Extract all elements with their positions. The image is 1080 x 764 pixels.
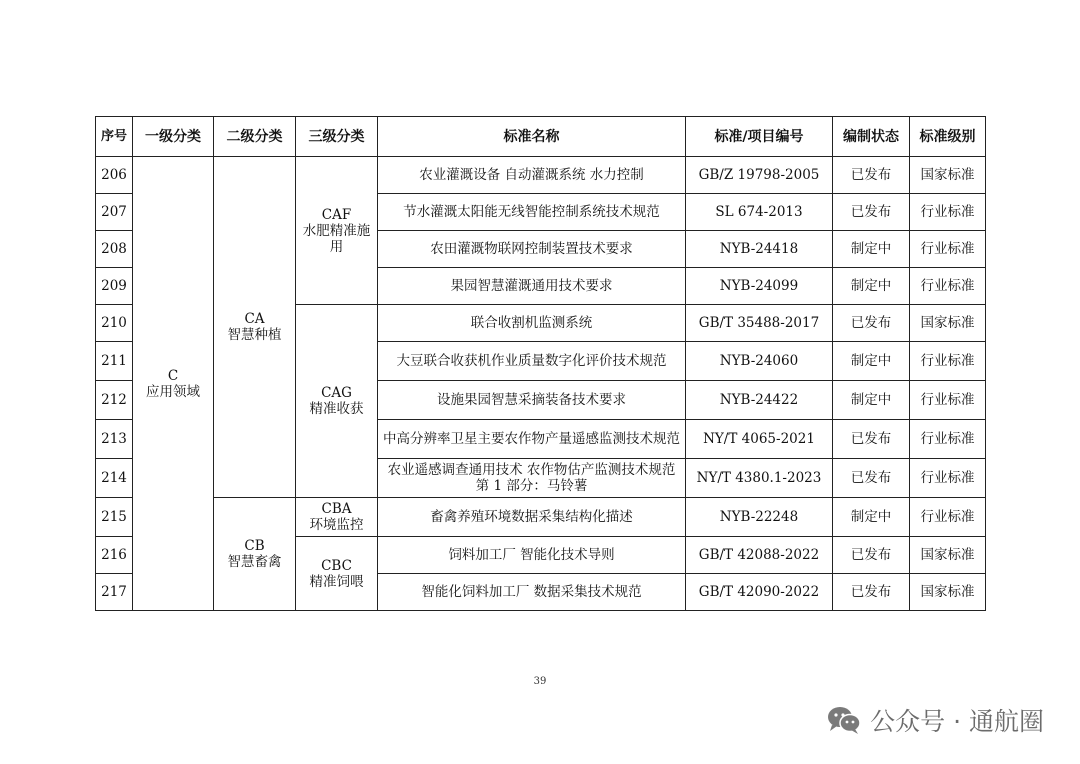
status-cell: 制定中 — [833, 498, 910, 537]
standard-code: GB/T 42088-2022 — [686, 537, 833, 574]
level3-code: CBC — [321, 557, 352, 574]
standard-name: 果园智慧灌溉通用技术要求 — [378, 268, 686, 305]
header-level1: 一级分类 — [133, 117, 214, 157]
level3-code: CBA — [321, 501, 352, 517]
table-row — [96, 498, 986, 537]
table-row — [96, 157, 986, 194]
row-no: 207 — [96, 194, 133, 231]
status-cell: 已发布 — [833, 157, 910, 194]
status-cell: 已发布 — [833, 305, 910, 342]
level3-name: 水肥精准施用 — [302, 222, 371, 255]
standard-code: GB/T 42090-2022 — [686, 574, 833, 611]
level-cell: 行业标准 — [910, 194, 986, 231]
standard-name: 智能化饲料加工厂 数据采集技术规范 — [378, 574, 686, 611]
row-no: 216 — [96, 537, 133, 574]
standard-code: NY/T 4065-2021 — [686, 420, 833, 459]
level-cell: 行业标准 — [910, 381, 986, 420]
level-cell: 行业标准 — [910, 231, 986, 268]
standard-name: 畜禽养殖环境数据采集结构化描述 — [378, 498, 686, 537]
status-cell: 已发布 — [833, 459, 910, 498]
standard-code: NYB-22248 — [686, 498, 833, 537]
level1-cell — [133, 157, 214, 611]
level3-name: 环境监控 — [309, 517, 364, 533]
status-cell: 制定中 — [833, 342, 910, 381]
row-no: 209 — [96, 268, 133, 305]
header-level: 标准级别 — [910, 117, 986, 157]
header-standard-code: 标准/项目编号 — [686, 117, 833, 157]
row-no: 214 — [96, 459, 133, 498]
level3-cell-cag — [296, 305, 378, 498]
status-cell: 制定中 — [833, 231, 910, 268]
standard-name: 农业遥感调查通用技术 农作物估产监测技术规范 第 1 部分：马铃薯 — [378, 459, 686, 498]
level-cell: 国家标准 — [910, 157, 986, 194]
header-standard-name: 标准名称 — [378, 117, 686, 157]
standard-code: NYB-24418 — [686, 231, 833, 268]
row-no: 211 — [96, 342, 133, 381]
status-cell: 制定中 — [833, 381, 910, 420]
watermark — [826, 702, 1044, 738]
header-no: 序号 — [96, 117, 133, 157]
standard-code: NYB-24060 — [686, 342, 833, 381]
level-cell: 国家标准 — [910, 537, 986, 574]
header-status: 编制状态 — [833, 117, 910, 157]
level-cell: 行业标准 — [910, 342, 986, 381]
status-cell: 已发布 — [833, 537, 910, 574]
standards-table — [95, 116, 986, 611]
page-number: 39 — [533, 676, 547, 687]
standard-name: 设施果园智慧采摘装备技术要求 — [378, 381, 686, 420]
level2-name: 智慧种植 — [227, 327, 282, 343]
standard-name: 大豆联合收获机作业质量数字化评价技术规范 — [378, 342, 686, 381]
row-no: 206 — [96, 157, 133, 194]
standard-code: GB/Z 19798-2005 — [686, 157, 833, 194]
row-no: 208 — [96, 231, 133, 268]
standard-code: NYB-24422 — [686, 381, 833, 420]
level3-name: 精准收获 — [309, 401, 364, 417]
level-cell: 行业标准 — [910, 268, 986, 305]
standard-name: 农业灌溉设备 自动灌溉系统 水力控制 — [378, 157, 686, 194]
row-no: 215 — [96, 498, 133, 537]
standard-code: GB/T 35488-2017 — [686, 305, 833, 342]
standard-name: 联合收割机监测系统 — [378, 305, 686, 342]
level-cell: 行业标准 — [910, 498, 986, 537]
level-cell: 行业标准 — [910, 420, 986, 459]
standard-code: NYB-24099 — [686, 268, 833, 305]
level3-cell-caf — [296, 157, 378, 305]
level2-cell-ca — [214, 157, 296, 498]
status-cell: 已发布 — [833, 574, 910, 611]
header-level2: 二级分类 — [214, 117, 296, 157]
level2-code: CB — [244, 538, 265, 554]
status-cell: 已发布 — [833, 194, 910, 231]
level1-name: 应用领域 — [146, 383, 200, 400]
level3-cell-cba — [296, 498, 378, 537]
level3-code: CAF — [321, 206, 352, 223]
row-no: 210 — [96, 305, 133, 342]
level3-name: 精准饲喂 — [309, 573, 364, 590]
level2-name: 智慧畜禽 — [227, 554, 282, 570]
level3-code: CAG — [321, 385, 352, 401]
standard-name: 节水灌溉太阳能无线智能控制系统技术规范 — [378, 194, 686, 231]
wechat-icon — [826, 705, 862, 735]
level2-code: CA — [244, 311, 265, 327]
status-cell: 制定中 — [833, 268, 910, 305]
level3-cell-cbc — [296, 537, 378, 611]
standard-name: 中高分辨率卫星主要农作物产量遥感监测技术规范 — [378, 420, 686, 459]
standard-name: 饲料加工厂 智能化技术导则 — [378, 537, 686, 574]
row-no: 217 — [96, 574, 133, 611]
header-row — [96, 117, 986, 157]
level-cell: 行业标准 — [910, 459, 986, 498]
standard-name: 农田灌溉物联网控制装置技术要求 — [378, 231, 686, 268]
standard-code: SL 674-2013 — [686, 194, 833, 231]
row-no: 213 — [96, 420, 133, 459]
status-cell: 已发布 — [833, 420, 910, 459]
header-level3: 三级分类 — [296, 117, 378, 157]
standard-code: NY/T 4380.1-2023 — [686, 459, 833, 498]
row-no: 212 — [96, 381, 133, 420]
level-cell: 国家标准 — [910, 305, 986, 342]
level2-cell-cb — [214, 498, 296, 611]
watermark-text: 公众号 · 通航圈 — [870, 707, 1044, 736]
level-cell: 国家标准 — [910, 574, 986, 611]
level1-code: C — [167, 367, 179, 384]
